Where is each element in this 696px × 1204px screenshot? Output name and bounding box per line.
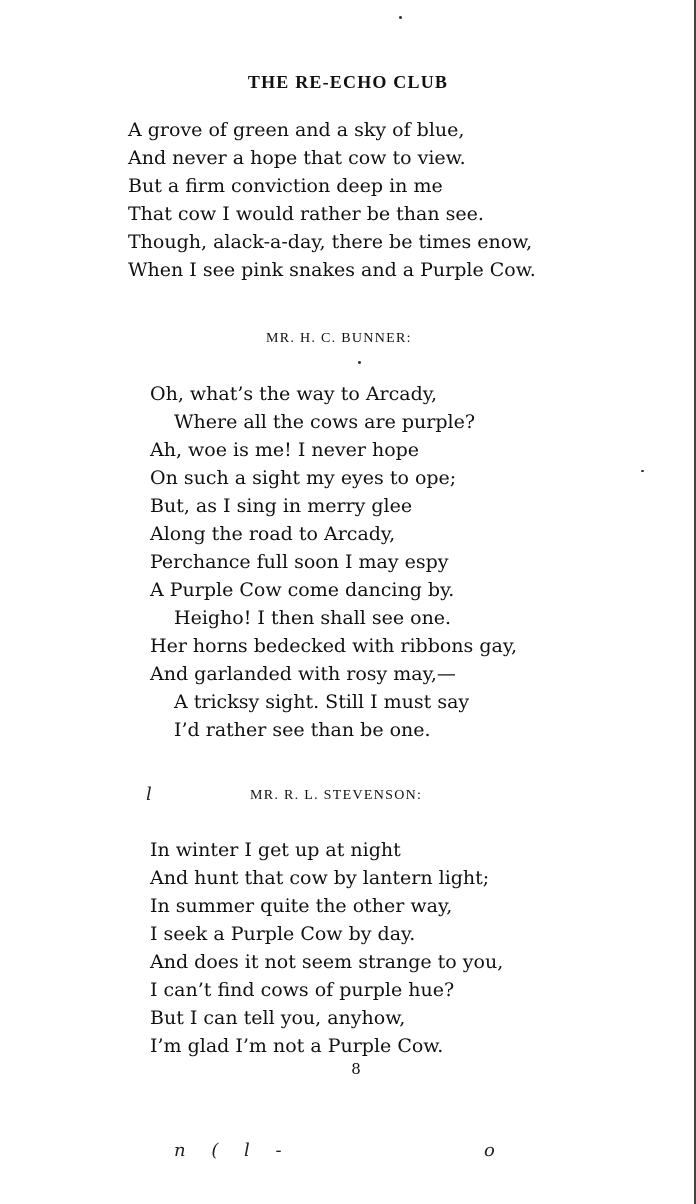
ink-speck <box>399 16 402 19</box>
bottom-scribble: n ( l - <box>174 1140 292 1161</box>
verse-line: On such a sight my eyes to ope; <box>150 467 457 489</box>
margin-mark: l <box>146 784 152 805</box>
verse-line: A tricksy sight. Still I must say <box>174 691 470 713</box>
verse-line: A Purple Cow come dancing by. <box>150 579 455 601</box>
bunner-heading: MR. H. C. BUNNER: <box>266 331 412 346</box>
page-number: 8 <box>351 1060 361 1078</box>
verse-line: And garlanded with rosy may,— <box>150 663 456 685</box>
verse-line: I’m glad I’m not a Purple Cow. <box>150 1035 444 1057</box>
verse-line: Ah, woe is me! I never hope <box>150 439 420 461</box>
ink-speck <box>358 361 361 364</box>
verse-line: I’d rather see than be one. <box>174 719 431 741</box>
verse-line: But I can tell you, anyhow, <box>150 1007 406 1029</box>
verse-line: That cow I would rather be than see. <box>128 203 484 225</box>
verse-line: When I see pink snakes and a Purple Cow. <box>128 259 536 281</box>
verse-line: Oh, what’s the way to Arcady, <box>150 383 438 405</box>
verse-line: Where all the cows are purple? <box>174 411 476 433</box>
verse-line: Heigho! I then shall see one. <box>174 607 452 629</box>
verse-line: Though, alack-a-day, there be times enow, <box>128 231 533 253</box>
verse-line: In summer quite the other way, <box>150 895 453 917</box>
verse-line: A grove of green and a sky of blue, <box>128 119 465 141</box>
verse-line: And hunt that cow by lantern light; <box>150 867 490 889</box>
verse-line: I seek a Purple Cow by day. <box>150 923 416 945</box>
verse-line: In winter I get up at night <box>150 839 401 861</box>
verse-line: Along the road to Arcady, <box>150 523 396 545</box>
verse-line: And does it not seem strange to you, <box>150 951 504 973</box>
verse-line: I can’t find cows of purple hue? <box>150 979 455 1001</box>
bottom-mark: o <box>484 1140 495 1161</box>
ink-speck <box>641 470 644 472</box>
verse-line: Perchance full soon I may espy <box>150 551 449 573</box>
stevenson-heading: MR. R. L. STEVENSON: <box>250 788 423 803</box>
verse-line: And never a hope that cow to view. <box>128 147 466 169</box>
running-head: THE RE-ECHO CLUB <box>247 72 449 92</box>
verse-line: Her horns bedecked with ribbons gay, <box>150 635 518 657</box>
verse-line: But a firm conviction deep in me <box>128 175 443 197</box>
verse-line: But, as I sing in merry glee <box>150 495 413 517</box>
